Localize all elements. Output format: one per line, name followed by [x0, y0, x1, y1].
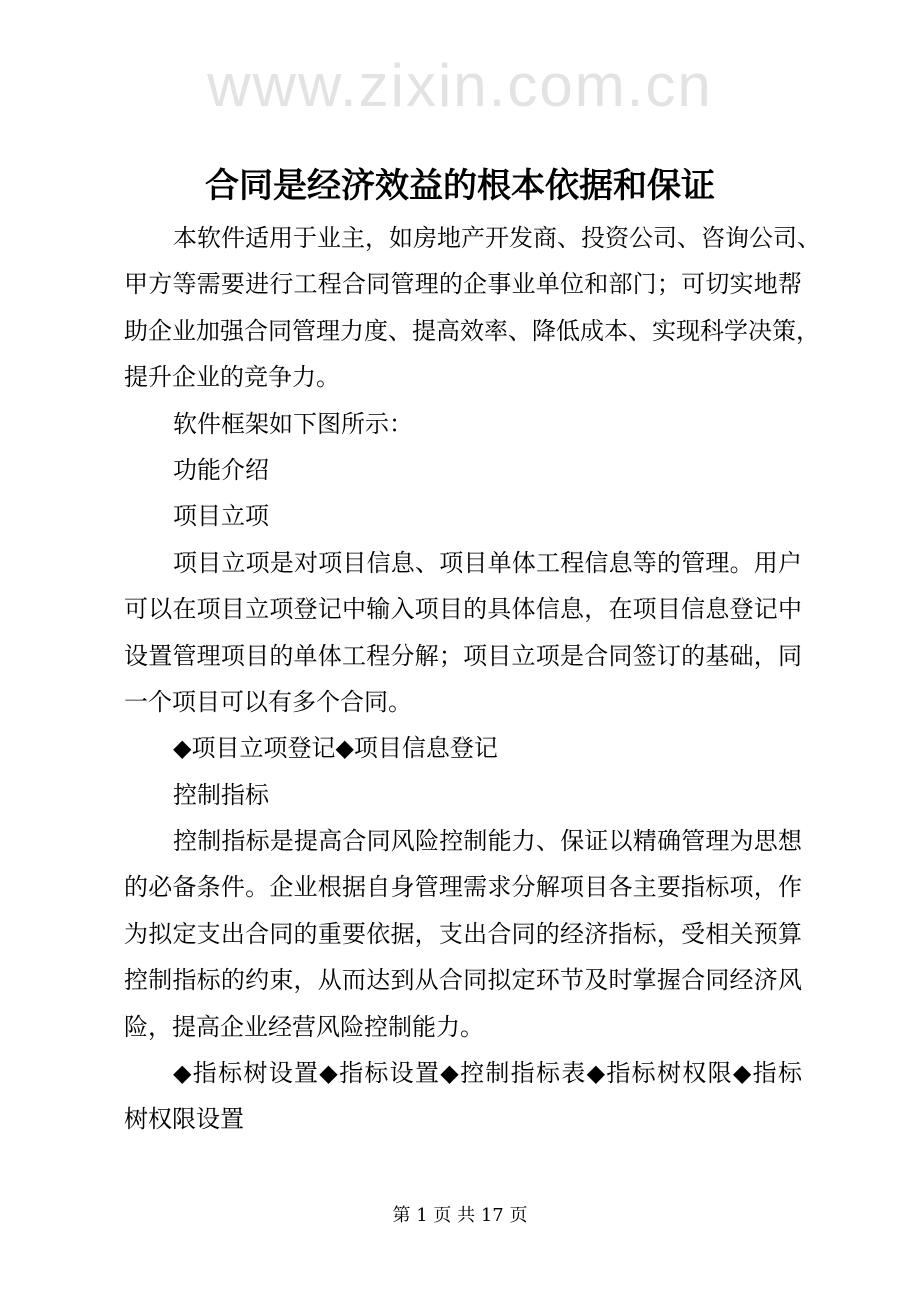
paragraph-line: 控制指标的约束，从而达到从合同拟定环节及时掌握合同经济风: [124, 966, 802, 995]
page-footer: 第 1 页 共 17 页: [392, 1205, 528, 1226]
paragraph-line: 项目立项: [173, 502, 269, 531]
paragraph-line: 可以在项目立项登记中输入项目的具体信息，在项目信息登记中: [124, 595, 802, 624]
paragraph-line: 控制指标是提高合同风险控制能力、保证以精确管理为思想: [173, 827, 802, 856]
paragraph-line: 一个项目可以有多个合同。: [124, 687, 412, 716]
paragraph: [124, 772, 802, 818]
paragraph-line: 为拟定支出合同的重要依据，支出合同的经济指标，受相关预算: [124, 919, 802, 948]
paragraph-line: 的必备条件。企业根据自身管理需求分解项目各主要指标项，作: [124, 873, 802, 902]
document-title: 合同是经济效益的根本依据和保证: [205, 166, 715, 206]
paragraph-line: 控制指标: [173, 780, 269, 809]
paragraph: [124, 540, 802, 726]
paragraph-line: 功能介绍: [173, 455, 269, 484]
paragraph-line: 助企业加强合同管理力度、提高效率、降低成本、实现科学决策，: [124, 316, 820, 345]
paragraph: [124, 818, 802, 1050]
paragraph: [124, 215, 821, 401]
document-body: [124, 215, 821, 1143]
paragraph: [124, 447, 802, 493]
paragraph-line: 险，提高企业经营风险控制能力。: [124, 1012, 484, 1041]
paragraph-line: 本软件适用于业主，如房地产开发商、投资公司、咨询公司、: [173, 224, 821, 252]
watermark: www.zixin.com.cn: [207, 52, 713, 119]
paragraph-line: 设置管理项目的单体工程分解；项目立项是合同签订的基础，同: [124, 641, 802, 670]
paragraph: [124, 493, 802, 539]
paragraph-line: 项目立项是对项目信息、项目单体工程信息等的管理。用户: [173, 548, 802, 577]
paragraph-line: ◆指标树设置◆指标设置◆控制指标表◆指标树权限◆指标: [173, 1059, 802, 1088]
paragraph: [124, 1050, 802, 1143]
paragraph-line: ◆项目立项登记◆项目信息登记: [173, 734, 498, 763]
paragraph-line: 树权限设置: [124, 1105, 244, 1134]
paragraph-line: 甲方等需要进行工程合同管理的企事业单位和部门；可切实地帮: [124, 270, 802, 299]
paragraph: [124, 725, 802, 771]
paragraph: [124, 401, 802, 447]
paragraph-line: 软件框架如下图所示：: [173, 409, 413, 438]
paragraph-line: 提升企业的竞争力。: [124, 363, 340, 392]
